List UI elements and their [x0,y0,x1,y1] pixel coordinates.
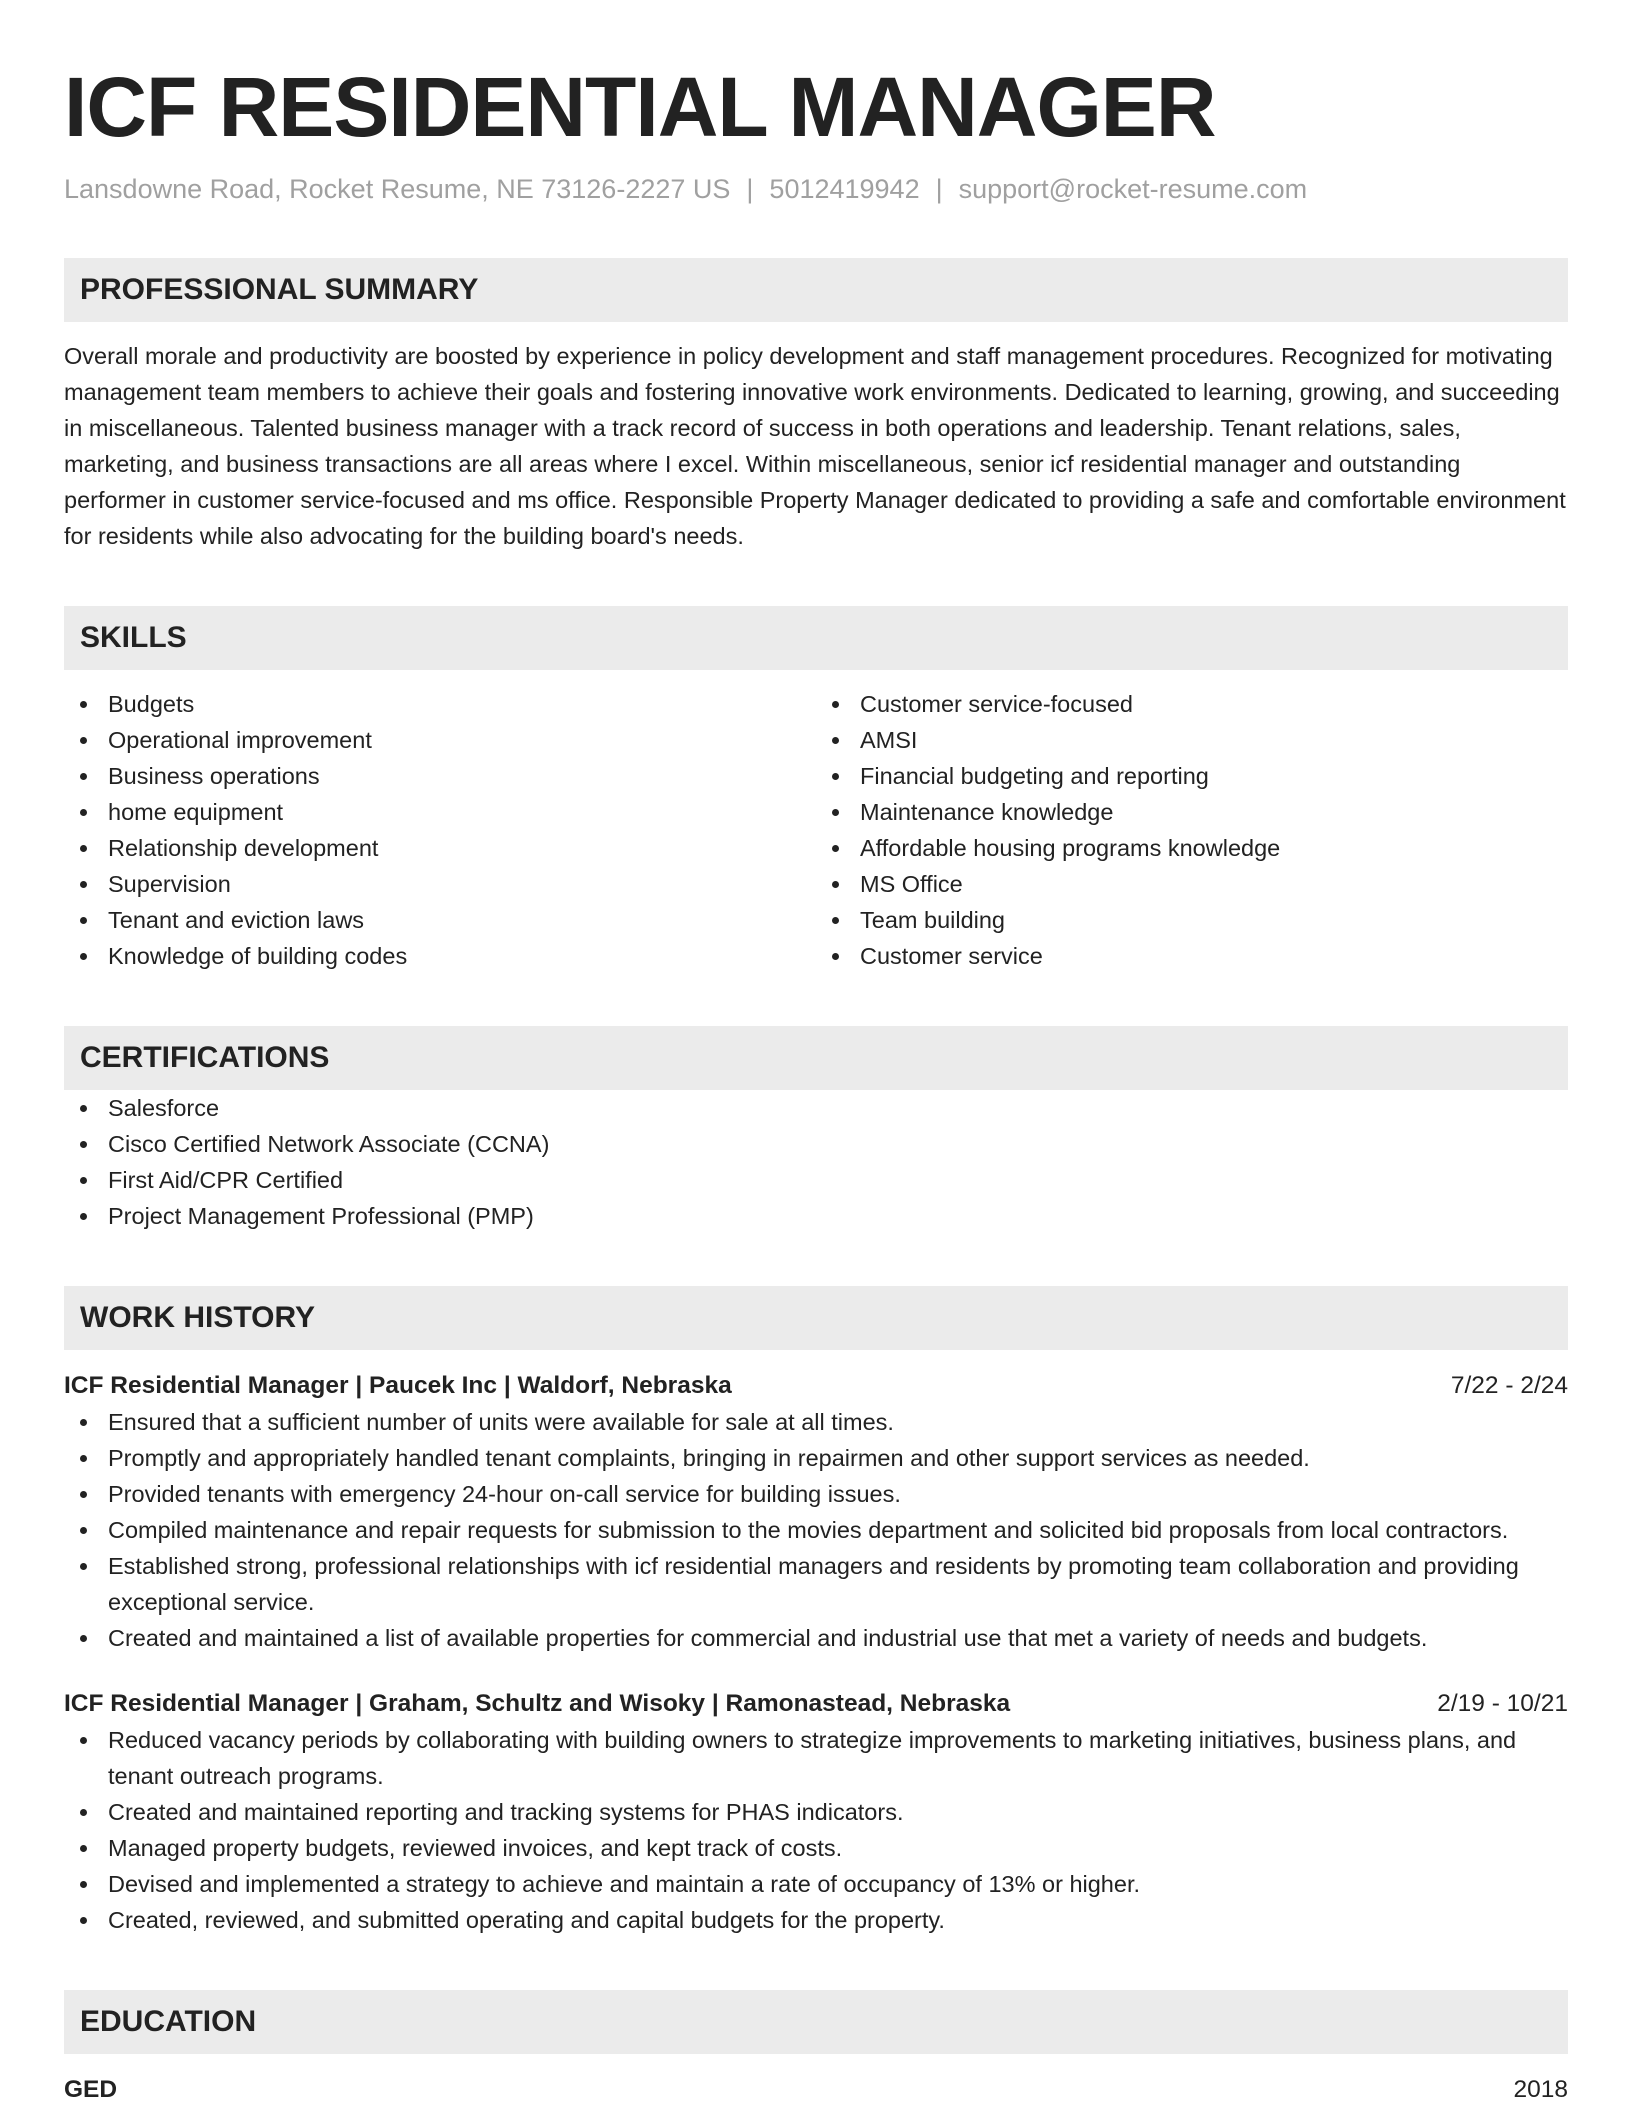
job-bullet: Reduced vacancy periods by collaborating with building owners to strategize improvements to marketing initiatives, business plans, and tenant outreach programs. [64,1722,1568,1794]
skill-item: Customer service-focused [816,686,1568,722]
candidate-name: ICF RESIDENTIAL MANAGER [64,60,1216,154]
work-history-heading: WORK HISTORY [64,1286,1568,1350]
job-bullet: Devised and implemented a strategy to achieve and maintain a rate of occupancy of 13% or higher. [64,1866,1568,1902]
skill-item: Knowledge of building codes [64,938,816,974]
contact-address: Lansdowne Road, Rocket Resume, NE 73126-2227 US [64,174,731,204]
job-bullets [64,1404,1568,1656]
job-bullet: Managed property budgets, reviewed invoices, and kept track of costs. [64,1830,1568,1866]
job-header [64,1686,1568,1722]
skills-list [64,686,1568,974]
certification-item: Cisco Certified Network Associate (CCNA) [64,1126,1568,1162]
skills-column-right [816,686,1568,974]
skills-column-left [64,686,816,974]
skill-item: Customer service [816,938,1568,974]
skill-item: Business operations [64,758,816,794]
certification-item: Salesforce [64,1090,1568,1126]
job-bullets [64,1722,1568,1938]
summary-heading: PROFESSIONAL SUMMARY [64,258,1568,322]
certifications-heading: CERTIFICATIONS [64,1026,1568,1090]
job-title: ICF Residential Manager | Paucek Inc | Waldorf, Nebraska [64,1372,732,1399]
job-title: ICF Residential Manager | Graham, Schultz and Wisoky | Ramonastead, Nebraska [64,1690,1011,1717]
certification-item: Project Management Professional (PMP) [64,1198,1568,1234]
skill-item: Tenant and eviction laws [64,902,816,938]
skill-item: Relationship development [64,830,816,866]
job-bullet: Created and maintained a list of available properties for commercial and industrial use that met a variety of needs and budgets. [64,1620,1568,1656]
skill-item: AMSI [816,722,1568,758]
job-bullet: Created and maintained reporting and tracking systems for PHAS indicators. [64,1794,1568,1830]
job-header [64,1368,1568,1404]
job-dates: 7/22 - 2/24 [1450,1372,1568,1399]
skills-heading: SKILLS [64,606,1568,670]
certifications-list [64,1090,1568,1234]
skill-item: Affordable housing programs knowledge [816,830,1568,866]
education-degree: GED [64,2076,118,2103]
skill-item: MS Office [816,866,1568,902]
summary-text: Overall morale and productivity are boosted by experience in policy development and staff management procedures. Recognized for motivating management team members to achieve their goals and fostering innovative work environments. Dedicated to learning, growing, and succeeding in miscellaneous. Talented business manager with a track record of success in both operations and leadership. Tenant relations, sales, marketing, and business transactions are all areas where I excel. Within miscellaneous, senior icf residential manager and outstanding performer in customer service-focused and ms office. Responsible Property Manager dedicated to providing a safe and comfortable environment for residents while also advocating for the building board's needs. [64,343,1566,549]
skill-item: Team building [816,902,1568,938]
certification-item: First Aid/CPR Certified [64,1162,1568,1198]
education-heading: EDUCATION [64,1990,1568,2054]
contact-email: support@rocket-resume.com [958,174,1308,204]
job-bullet: Created, reviewed, and submitted operating and capital budgets for the property. [64,1902,1568,1938]
contact-phone: 5012419942 [769,174,920,204]
skills-left-list [64,686,816,974]
job-bullet: Promptly and appropriately handled tenant complaints, bringing in repairmen and other support services as needed. [64,1440,1568,1476]
job-bullet: Provided tenants with emergency 24-hour on-call service for building issues. [64,1476,1568,1512]
skill-item: Financial budgeting and reporting [816,758,1568,794]
skill-item: Budgets [64,686,816,722]
contact-separator: | [935,174,943,204]
skill-item: Operational improvement [64,722,816,758]
contact-separator: | [746,174,754,204]
education-entry [64,2072,1568,2108]
skills-right-list [816,686,1568,974]
job-bullet: Ensured that a sufficient number of units were available for sale at all times. [64,1404,1568,1440]
job-bullet: Compiled maintenance and repair requests for submission to the movies department and solicited bid proposals from local contractors. [64,1512,1568,1548]
skill-item: Maintenance knowledge [816,794,1568,830]
skill-item: Supervision [64,866,816,902]
contact-line [64,172,1568,206]
job-dates: 2/19 - 10/21 [1437,1690,1568,1717]
skill-item: home equipment [64,794,816,830]
education-year: 2018 [1513,2076,1568,2103]
job-bullet: Established strong, professional relationships with icf residential managers and residents by promoting team collaboration and providing exceptional service. [64,1548,1568,1620]
